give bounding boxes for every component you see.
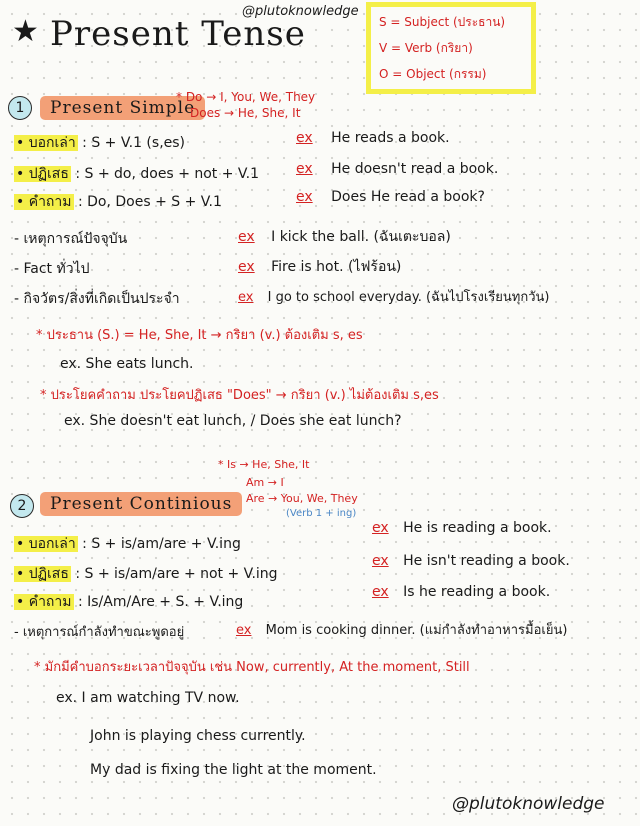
ex-label: ex	[372, 520, 389, 536]
star-icon: ★	[12, 14, 39, 49]
use-text: - เหตุการณ์ปัจจุบัน	[14, 231, 128, 247]
row-formula: : S + do, does + not + V.1	[75, 166, 260, 182]
use-text: - Fact ทั่วไป	[14, 261, 90, 277]
simple-question-example	[296, 189, 485, 205]
row-formula: : Is/Am/Are + S. + V.ing	[77, 594, 244, 610]
example-sentence: Fire is hot. (ไฟร้อน)	[271, 259, 402, 275]
row-type: • คำถาม	[16, 194, 72, 210]
section-2-number: 2	[10, 494, 34, 518]
footer-handle: @plutoknowledge	[452, 794, 605, 814]
simple-use-2-example	[238, 256, 401, 278]
legend-subject: S = Subject (ประธาน)	[379, 15, 506, 29]
continuous-rule: * มักมีคำบอกระยะเวลาปัจจุบัน เช่น Now, currently, At the moment, Still	[34, 660, 470, 675]
present-continuous-label: Present Continious	[40, 492, 242, 516]
example-sentence: He is reading a book.	[403, 520, 552, 536]
simple-use-1-example	[238, 226, 451, 248]
does-note: Does → He, She, It	[190, 106, 301, 120]
ex-label: ex	[296, 161, 313, 177]
example-sentence: I kick the ball. (ฉันเตะบอล)	[271, 229, 451, 245]
ex-label: ex	[238, 259, 255, 275]
example-sentence: I go to school everyday. (ฉันไปโรงเรียนทุกวัน)	[267, 290, 550, 305]
continuous-use	[14, 621, 184, 642]
continuous-negative-row	[14, 563, 278, 585]
legend-verb: V = Verb (กริยา)	[379, 41, 473, 55]
row-type: • ปฏิเสธ	[16, 566, 69, 582]
simple-use-3	[14, 288, 180, 310]
continuous-question-example	[372, 584, 550, 600]
ex-label: ex	[296, 130, 313, 146]
simple-rule-1: * ประธาน (S.) = He, She, It → กริยา (v.) ต้องเติม s, es	[36, 328, 363, 343]
ex-label: ex	[238, 290, 254, 305]
row-formula: : S + V.1 (s,es)	[82, 135, 186, 151]
ex-label: ex	[236, 623, 252, 638]
simple-negative-example	[296, 161, 498, 177]
are-note: Are → You, We, They	[246, 492, 358, 505]
continuous-affirmative-row	[14, 533, 241, 555]
use-text: - เหตุการณ์กำลังทำขณะพูดอยู่	[14, 625, 185, 640]
row-formula: : Do, Does + S + V.1	[77, 194, 222, 210]
use-text: - กิจวัตร/สิ่งที่เกิดเป็นประจำ	[14, 291, 180, 307]
simple-use-3-example	[238, 286, 550, 307]
simple-use-1	[14, 228, 127, 250]
continuous-example-3: My dad is fixing the light at the moment.	[90, 762, 377, 778]
simple-rule-1-example: ex. She eats lunch.	[60, 356, 194, 372]
example-sentence: He reads a book.	[331, 130, 450, 146]
continuous-question-row	[14, 591, 243, 613]
continuous-example-2: John is playing chess currently.	[90, 728, 306, 744]
verb-ing-note: (Verb 1 + ing)	[286, 508, 357, 519]
example-sentence: Is he reading a book.	[403, 584, 551, 600]
continuous-example-1: ex. I am watching TV now.	[56, 690, 240, 706]
do-note: * Do → I, You, We, They	[176, 90, 316, 104]
is-note: * Is → He, She, It	[218, 458, 310, 471]
header-handle: @plutoknowledge	[242, 4, 359, 19]
present-simple-label: Present Simple	[40, 96, 205, 120]
continuous-affirmative-example	[372, 520, 552, 536]
example-sentence: Mom is cooking dinner. (แม่กำลังทำอาหารมื้อเย็น)	[265, 623, 568, 638]
row-formula: : S + is/am/are + V.ing	[82, 536, 241, 552]
ex-label: ex	[238, 229, 255, 245]
legend-box	[366, 2, 536, 94]
simple-rule-2-example: ex. She doesn't eat lunch, / Does she eat lunch?	[64, 413, 402, 429]
simple-negative-row	[14, 163, 259, 185]
page-title: Present Tense	[50, 14, 306, 54]
example-sentence: He isn't reading a book.	[403, 553, 570, 569]
simple-use-2	[14, 258, 90, 280]
example-sentence: He doesn't read a book.	[331, 161, 499, 177]
am-note: Am → I	[246, 476, 284, 489]
legend-object: O = Object (กรรม)	[379, 67, 487, 81]
row-type: • บอกเล่า	[16, 536, 76, 552]
ex-label: ex	[296, 189, 313, 205]
row-formula: : S + is/am/are + not + V.ing	[75, 566, 278, 582]
row-type: • คำถาม	[16, 594, 72, 610]
section-1-number: 1	[8, 96, 32, 120]
ex-label: ex	[372, 584, 389, 600]
ex-label: ex	[372, 553, 389, 569]
simple-affirmative-example	[296, 130, 450, 146]
simple-question-row	[14, 191, 222, 213]
row-type: • ปฏิเสธ	[16, 166, 69, 182]
example-sentence: Does He read a book?	[331, 189, 485, 205]
continuous-use-example	[236, 619, 567, 640]
simple-affirmative-row	[14, 132, 185, 154]
continuous-negative-example	[372, 553, 570, 569]
simple-rule-2: * ประโยคคำถาม ประโยคปฏิเสธ "Does" → กริยา (v.) ไม่ต้องเติม s,es	[40, 388, 439, 403]
row-type: • บอกเล่า	[16, 135, 76, 151]
